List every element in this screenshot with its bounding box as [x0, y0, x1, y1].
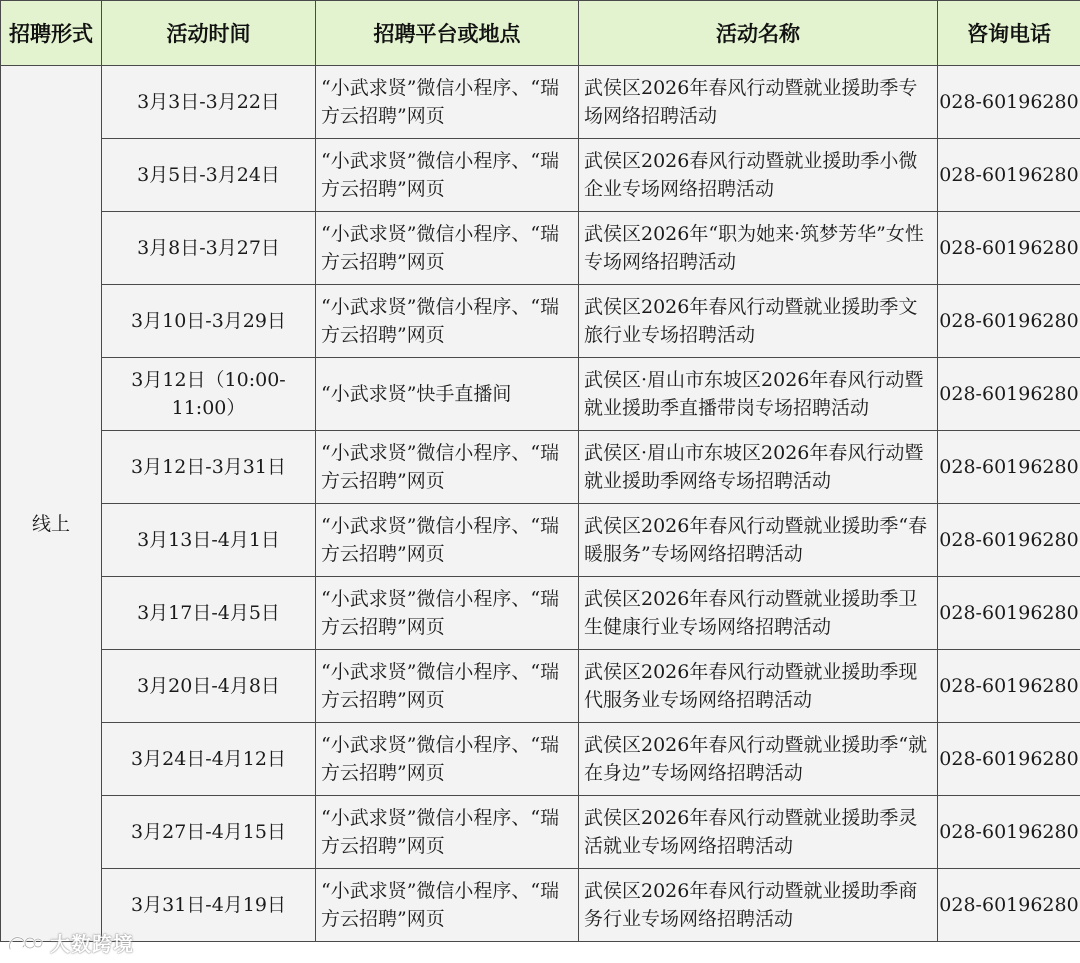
activity-time-cell: 3月20日-4月8日: [102, 650, 316, 723]
platform-cell: “小武求贤”微信小程序、“瑞方云招聘”网页: [316, 650, 579, 723]
platform-cell: “小武求贤”微信小程序、“瑞方云招聘”网页: [316, 869, 579, 942]
activity-time-cell: 3月12日（10:00-11:00）: [102, 358, 316, 431]
activity-name-text: 武侯区2026春风行动暨就业援助季小微企业专场网络招聘活动: [584, 150, 918, 200]
phone-cell: 028-60196280: [938, 650, 1080, 723]
platform-cell: “小武求贤”微信小程序、“瑞方云招聘”网页: [316, 723, 579, 796]
phone-cell: 028-60196280: [938, 869, 1080, 942]
recruitment-form-value: 线上: [31, 512, 70, 535]
table-row: [1, 358, 1080, 431]
platform-cell: “小武求贤”微信小程序、“瑞方云招聘”网页: [316, 431, 579, 504]
activity-name-cell: [579, 66, 938, 139]
phone-cell: 028-60196280: [938, 723, 1080, 796]
table-row: [1, 212, 1080, 285]
phone-cell: 028-60196280: [938, 796, 1080, 869]
activity-name-text: 武侯区2026年春风行动暨就业援助季商务行业专场网络招聘活动: [584, 880, 918, 930]
activity-name-text: 武侯区2026年春风行动暨就业援助季文旅行业专场招聘活动: [584, 296, 918, 346]
table-row: [1, 139, 1080, 212]
activity-name-cell: [579, 577, 938, 650]
activity-name-cell: [579, 212, 938, 285]
activity-name-cell: [579, 796, 938, 869]
activity-time-cell: 3月12日-3月31日: [102, 431, 316, 504]
activity-time-cell: 3月3日-3月22日: [102, 66, 316, 139]
table-row: [1, 796, 1080, 869]
phone-cell: 028-60196280: [938, 285, 1080, 358]
header-activity-time: 活动时间: [102, 1, 316, 66]
phone-cell: 028-60196280: [938, 504, 1080, 577]
activity-time-cell: 3月31日-4月19日: [102, 869, 316, 942]
recruitment-form-cell: [1, 66, 102, 942]
watermark: [6, 928, 134, 957]
activity-name-text: 武侯区2026年春风行动暨就业援助季专场网络招聘活动: [584, 77, 918, 127]
table-row: [1, 431, 1080, 504]
activity-time-cell: 3月8日-3月27日: [102, 212, 316, 285]
platform-cell: “小武求贤”微信小程序、“瑞方云招聘”网页: [316, 139, 579, 212]
table-row: [1, 869, 1080, 942]
platform-cell: “小武求贤”微信小程序、“瑞方云招聘”网页: [316, 796, 579, 869]
activity-name-text: 武侯区2026年春风行动暨就业援助季现代服务业专场网络招聘活动: [584, 661, 918, 711]
brand-logo-icon: [6, 932, 44, 954]
activity-name-text: 武侯区2026年春风行动暨就业援助季卫生健康行业专场网络招聘活动: [584, 588, 918, 638]
activity-name-cell: [579, 431, 938, 504]
phone-cell: 028-60196280: [938, 139, 1080, 212]
activity-name-cell: [579, 869, 938, 942]
platform-cell: “小武求贤”微信小程序、“瑞方云招聘”网页: [316, 66, 579, 139]
platform-cell: “小武求贤”微信小程序、“瑞方云招聘”网页: [316, 212, 579, 285]
activity-name-cell: [579, 504, 938, 577]
activity-name-cell: [579, 650, 938, 723]
activity-time-cell: 3月27日-4月15日: [102, 796, 316, 869]
activity-name-text: 武侯区2026年春风行动暨就业援助季灵活就业专场网络招聘活动: [584, 807, 918, 857]
activity-name-text: 武侯区·眉山市东坡区2026年春风行动暨就业援助季直播带岗专场招聘活动: [584, 369, 924, 419]
activity-name-cell: [579, 285, 938, 358]
activity-name-cell: [579, 723, 938, 796]
activity-name-cell: [579, 139, 938, 212]
platform-cell: “小武求贤”微信小程序、“瑞方云招聘”网页: [316, 504, 579, 577]
header-platform-location: 招聘平台或地点: [316, 1, 579, 66]
activity-name-text: 武侯区·眉山市东坡区2026年春风行动暨就业援助季网络专场招聘活动: [584, 442, 924, 492]
activity-name-text: 武侯区2026年春风行动暨就业援助季“就在身边”专场网络招聘活动: [584, 734, 928, 784]
phone-cell: 028-60196280: [938, 358, 1080, 431]
phone-cell: 028-60196280: [938, 431, 1080, 504]
phone-cell: 028-60196280: [938, 212, 1080, 285]
header-phone: 咨询电话: [938, 1, 1080, 66]
phone-cell: 028-60196280: [938, 66, 1080, 139]
activity-time-cell: 3月24日-4月12日: [102, 723, 316, 796]
table-header-row: [1, 1, 1080, 66]
activity-time-cell: 3月10日-3月29日: [102, 285, 316, 358]
table-row: [1, 650, 1080, 723]
activity-name-text: 武侯区2026年春风行动暨就业援助季“春暖服务”专场网络招聘活动: [584, 515, 928, 565]
platform-cell: “小武求贤”微信小程序、“瑞方云招聘”网页: [316, 285, 579, 358]
table-row: [1, 66, 1080, 139]
activity-name-cell: [579, 358, 938, 431]
table-row: [1, 504, 1080, 577]
activity-time-cell: 3月13日-4月1日: [102, 504, 316, 577]
platform-cell: “小武求贤”微信小程序、“瑞方云招聘”网页: [316, 577, 579, 650]
activity-name-text: 武侯区2026年“职为她来·筑梦芳华”女性专场网络招聘活动: [584, 223, 924, 273]
table-row: [1, 285, 1080, 358]
table-body: [1, 66, 1080, 942]
header-recruitment-form: 招聘形式: [1, 1, 102, 66]
platform-cell: “小武求贤”快手直播间: [316, 358, 579, 431]
table-row: [1, 723, 1080, 796]
activity-time-cell: 3月17日-4月5日: [102, 577, 316, 650]
phone-cell: 028-60196280: [938, 577, 1080, 650]
table-row: [1, 577, 1080, 650]
activity-time-cell: 3月5日-3月24日: [102, 139, 316, 212]
watermark-text: 大数跨境: [50, 932, 134, 956]
header-activity-name: 活动名称: [579, 1, 938, 66]
